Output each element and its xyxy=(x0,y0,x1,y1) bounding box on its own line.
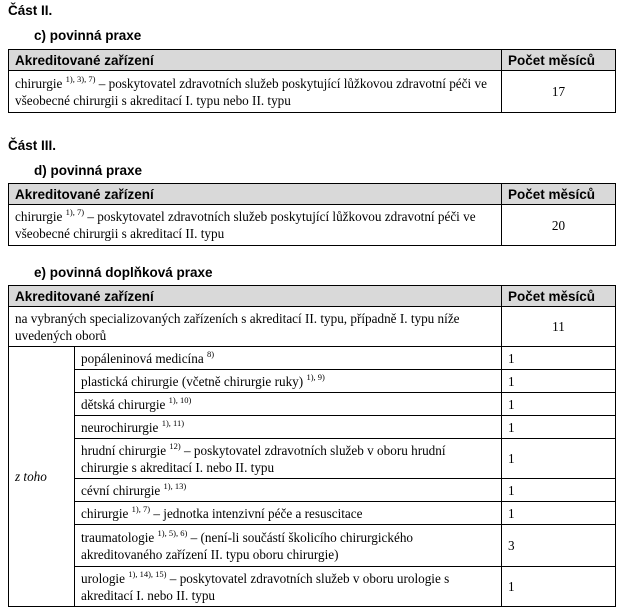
months-value: 1 xyxy=(502,347,616,370)
header-facility: Akreditované zařízení xyxy=(9,50,502,71)
footnote-ref: 8) xyxy=(206,348,215,359)
header-months: Počet měsíců xyxy=(502,50,616,71)
table-section-e xyxy=(8,285,616,607)
facility-name: cévní chirurgie xyxy=(81,482,161,498)
facility-cell xyxy=(75,479,502,502)
table-header xyxy=(9,286,616,307)
facility-name: plastická chirurgie (včetně chirurgie ruky) xyxy=(81,373,304,389)
facility-cell xyxy=(75,525,502,567)
months-value: 1 xyxy=(502,439,616,479)
facility-description: – poskytovatel zdravotních služeb v oboru hrudní chirurgie s akreditací I. nebo II. typu xyxy=(81,442,446,475)
months-value: 1 xyxy=(502,393,616,416)
table-row xyxy=(9,525,616,567)
part-iii-title: Část III. xyxy=(8,138,57,153)
facility-cell xyxy=(75,439,502,479)
section-e-title: e) povinná doplňková praxe xyxy=(34,265,213,280)
header-facility: Akreditované zařízení xyxy=(9,184,502,205)
facility-cell xyxy=(75,502,502,525)
facility-name: popáleninová medicína xyxy=(81,350,204,366)
months-value: 3 xyxy=(502,525,616,567)
table-row xyxy=(9,567,616,607)
months-value: 1 xyxy=(502,416,616,439)
header-facility: Akreditované zařízení xyxy=(9,286,502,307)
facility-description: – poskytovatel zdravotních služeb v oboru urologie s akreditací I. nebo II. typu xyxy=(81,570,450,603)
facility-cell: na vybraných specializovaných zařízeních s akreditací II. typu, případně I. typu níže uvedených oborů xyxy=(9,307,502,347)
table-row xyxy=(9,416,616,439)
facility-name: chirurgie xyxy=(81,505,129,521)
table-row xyxy=(9,370,616,393)
facility-description: – (není-li součástí školicího chirurgického akreditovaného zařízení II. typu oboru chirurgie) xyxy=(81,529,414,562)
facility-cell xyxy=(75,416,502,439)
facility-cell xyxy=(75,347,502,370)
footnote-ref: 1), 3), 7) xyxy=(65,73,96,84)
facility-name: dětská chirurgie xyxy=(81,396,166,412)
table-row xyxy=(9,307,616,347)
header-months: Počet měsíců xyxy=(502,286,616,307)
footnote-ref: 1), 10) xyxy=(168,394,192,405)
table-header xyxy=(9,184,616,205)
facility-cell xyxy=(75,567,502,607)
table-row xyxy=(9,479,616,502)
facility-cell xyxy=(75,370,502,393)
footnote-ref: 1), 7) xyxy=(65,207,85,217)
months-value: 1 xyxy=(502,567,616,607)
part-ii-title: Část II. xyxy=(8,3,53,18)
facility-name: neurochirurgie xyxy=(81,419,159,435)
facility-description: – poskytovatel zdravotních služeb poskytující lůžkovou zdravotní péči ve všeobecné chirurgii s akreditací II. typu xyxy=(15,209,476,241)
footnote-ref: 1), 5), 6) xyxy=(157,527,188,538)
facility-cell xyxy=(75,393,502,416)
facility-name: traumatologie xyxy=(81,529,155,545)
facility-description: – poskytovatel zdravotních služeb poskytující lůžkovou zdravotní péči ve všeobecné chirurgii s akreditací I. typu nebo II. typu xyxy=(15,75,487,108)
section-c-title: c) povinná praxe xyxy=(34,28,142,43)
table-row xyxy=(9,205,616,246)
table-row xyxy=(9,393,616,416)
months-value: 1 xyxy=(502,479,616,502)
footnote-ref: 12) xyxy=(169,440,181,451)
months-value: 11 xyxy=(502,307,616,347)
table-row xyxy=(9,439,616,479)
facility-description: – jednotka intenzivní péče a resuscitace xyxy=(150,505,363,521)
table-row xyxy=(9,502,616,525)
footnote-ref: 1), 13) xyxy=(163,480,187,491)
table-row xyxy=(9,347,616,370)
footnote-ref: 1), 7) xyxy=(131,503,151,514)
months-value: 17 xyxy=(502,71,616,113)
facility-name: hrudní chirurgie xyxy=(81,442,167,458)
header-months: Počet měsíců xyxy=(502,184,616,205)
table-part-ii xyxy=(8,49,616,113)
facility-name: chirurgie xyxy=(15,209,63,224)
months-value: 1 xyxy=(502,370,616,393)
facility-name: urologie xyxy=(81,570,125,586)
facility-cell xyxy=(9,205,502,246)
table-header xyxy=(9,50,616,71)
footnote-ref: 1), 14), 15) xyxy=(128,568,167,579)
z-toho-label: z toho xyxy=(9,347,75,607)
table-section-d xyxy=(8,183,616,246)
months-value: 1 xyxy=(502,502,616,525)
months-value: 20 xyxy=(502,205,616,246)
facility-name: chirurgie xyxy=(15,75,63,91)
footnote-ref: 1), 11) xyxy=(161,417,185,428)
footnote-ref: 1), 9) xyxy=(306,371,325,382)
table-row xyxy=(9,71,616,113)
facility-cell xyxy=(9,71,502,113)
section-d-title: d) povinná praxe xyxy=(34,163,143,178)
